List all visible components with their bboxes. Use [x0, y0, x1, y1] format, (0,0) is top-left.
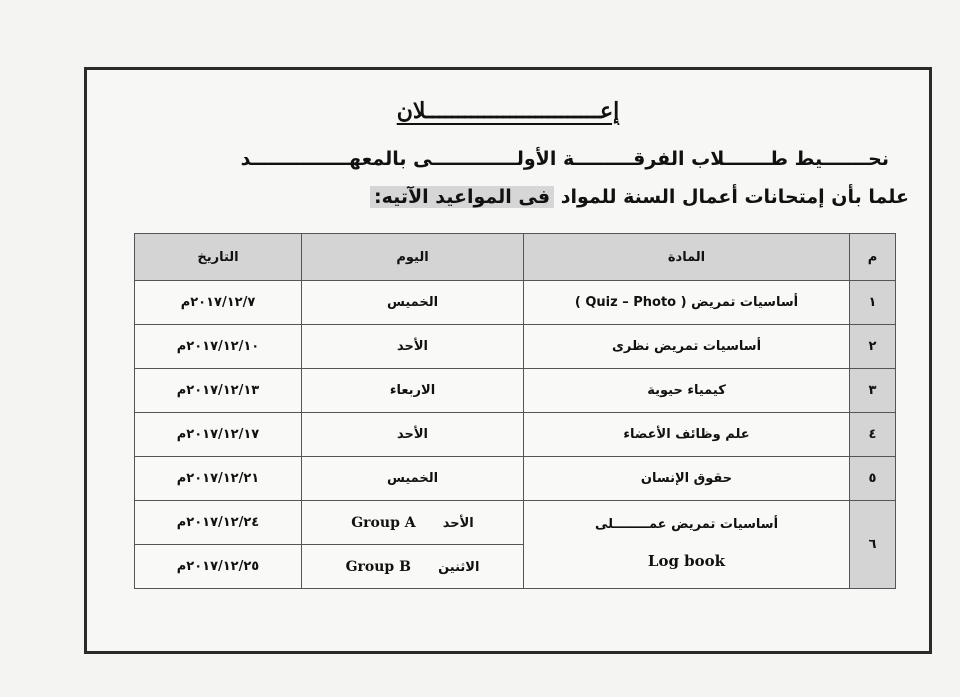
- table-header-row: [135, 234, 896, 281]
- row-day: الخميس: [302, 457, 524, 501]
- row-day: الخميس: [302, 281, 524, 325]
- group-label: Group B: [345, 558, 411, 575]
- announcement-title: إعـــــــــــــــــــــــــــلان: [396, 98, 620, 124]
- row-num: ٣: [850, 369, 896, 413]
- table-row: [135, 369, 896, 413]
- intro-text: علما بأن إمتحانات أعمال السنة للمواد: [560, 186, 909, 208]
- header-date: التاريخ: [135, 234, 302, 281]
- row-subject: أساسيات تمريض ( Quiz – Photo ): [524, 281, 850, 325]
- header-subject: المادة: [524, 234, 850, 281]
- practical-subject-logbook: Log book: [647, 551, 726, 570]
- table-row: [135, 325, 896, 369]
- row-num: ٤: [850, 413, 896, 457]
- row-day: الأحد: [302, 413, 524, 457]
- row-subject: أساسيات تمريض نظرى: [524, 325, 850, 369]
- row-date: ٢٠١٧/١٢/١٠م: [135, 325, 302, 369]
- row-day-group: [302, 501, 524, 545]
- row-subject: حقوق الإنسان: [524, 457, 850, 501]
- announcement-frame: [84, 67, 932, 654]
- row-subject: علم وظائف الأعضاء: [524, 413, 850, 457]
- group-label: Group A: [351, 514, 416, 531]
- row-date: ٢٠١٧/١٢/١٧م: [135, 413, 302, 457]
- row-num: ٢: [850, 325, 896, 369]
- header-day: اليوم: [302, 234, 524, 281]
- schedule-table: [134, 233, 896, 589]
- practical-subject-title: أساسيات تمريض عمــــــــلى: [594, 517, 779, 533]
- row-num: ١: [850, 281, 896, 325]
- addressee-line: نحـــــــيط طـــــــلاب الفرقـــــــــة الأولـــــــــــــى بالمعهـــــــــــــــد: [240, 148, 889, 170]
- row-num: ٦: [850, 501, 896, 589]
- row-num: ٥: [850, 457, 896, 501]
- announcement-title-wrap: [87, 98, 929, 124]
- group-day: الاثنين: [438, 559, 480, 575]
- header-num: م: [850, 234, 896, 281]
- row-day: الاربعاء: [302, 369, 524, 413]
- table-row: [135, 457, 896, 501]
- table-row: [135, 281, 896, 325]
- table-row: [135, 501, 896, 545]
- row-date: ٢٠١٧/١٢/٧م: [135, 281, 302, 325]
- row-date: ٢٠١٧/١٢/١٣م: [135, 369, 302, 413]
- table-row: [135, 413, 896, 457]
- intro-line: [99, 186, 909, 208]
- row-date: ٢٠١٧/١٢/٢٥م: [135, 545, 302, 589]
- row-subject-practical: [524, 501, 850, 589]
- row-date: ٢٠١٧/١٢/٢١م: [135, 457, 302, 501]
- row-day-group: [302, 545, 524, 589]
- group-day: الأحد: [442, 515, 474, 531]
- row-day: الأحد: [302, 325, 524, 369]
- intro-highlight: فى المواعيد الآتيه:: [370, 186, 554, 208]
- row-date: ٢٠١٧/١٢/٢٤م: [135, 501, 302, 545]
- row-subject: كيمياء حيوية: [524, 369, 850, 413]
